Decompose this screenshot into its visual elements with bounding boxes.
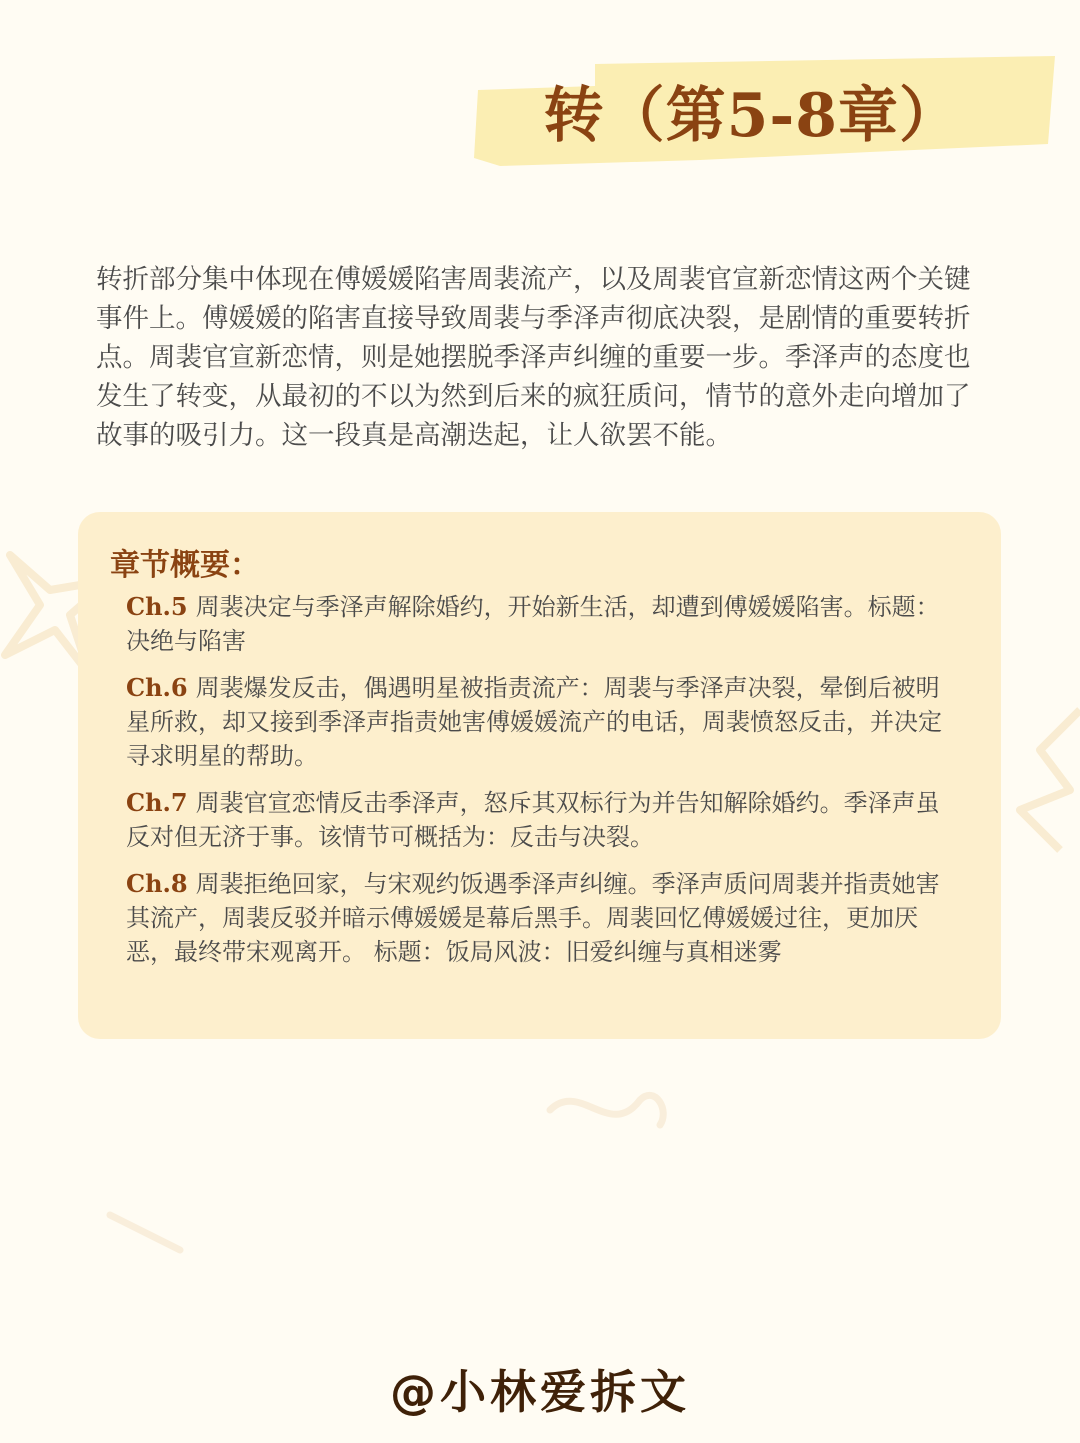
author-watermark: @小林爱拆文 bbox=[390, 1365, 690, 1419]
chapter-item bbox=[126, 671, 958, 773]
chapter-text: 周裴官宣恋情反击季泽声，怒斥其双标行为并告知解除婚约。季泽声虽反对但无济于事。该情节可概括为：反击与决裂。 bbox=[126, 789, 940, 851]
title-banner bbox=[470, 48, 1060, 178]
chapter-tag: Ch.8 bbox=[126, 869, 188, 898]
chapter-text: 周裴拒绝回家，与宋观约饭遇季泽声纠缠。季泽声质问周裴并指责她害其流产，周裴反驳并暗示傅媛媛是幕后黑手。周裴回忆傅媛媛过往，更加厌恶，最终带宋观离开。 标题：饭局风波：旧爱纠缠与真相迷雾 bbox=[126, 870, 940, 966]
summary-heading: 章节概要： bbox=[110, 548, 260, 583]
chapter-tag: Ch.6 bbox=[126, 673, 188, 702]
intro-paragraph: 转折部分集中体现在傅媛媛陷害周裴流产，以及周裴官宣新恋情这两个关键事件上。傅媛媛的陷害直接导致周裴与季泽声彻底决裂，是剧情的重要转折点。周裴官宣新恋情，则是她摆脱季泽声纠缠的重要一步。季泽声的态度也发生了转变，从最初的不以为然到后来的疯狂质问，情节的意外走向增加了故事的吸引力。这一段真是高潮迭起，让人欲罢不能。 bbox=[96, 264, 971, 451]
chapter-list bbox=[126, 590, 958, 982]
chapter-text: 周裴决定与季泽声解除婚约，开始新生活，却遭到傅媛媛陷害。标题：决绝与陷害 bbox=[126, 593, 940, 655]
page-title: 转（第5-8章） bbox=[543, 81, 960, 151]
chapter-summary-card bbox=[78, 512, 1001, 1039]
chapter-item bbox=[126, 590, 958, 658]
chapter-tag: Ch.7 bbox=[126, 788, 188, 817]
swirl-doodle bbox=[540, 1070, 680, 1150]
chapter-item bbox=[126, 786, 958, 854]
stroke-doodle-bottom-left bbox=[100, 1200, 190, 1260]
chapter-text: 周裴爆发反击，偶遇明星被指责流产：周裴与季泽声决裂，晕倒后被明星所救，却又接到季泽声指责她害傅媛媛流产的电话，周裴愤怒反击，并决定寻求明星的帮助。 bbox=[126, 674, 942, 770]
chapter-tag: Ch.5 bbox=[126, 592, 188, 621]
chapter-item bbox=[126, 867, 958, 969]
star-doodle-right bbox=[1000, 700, 1080, 860]
